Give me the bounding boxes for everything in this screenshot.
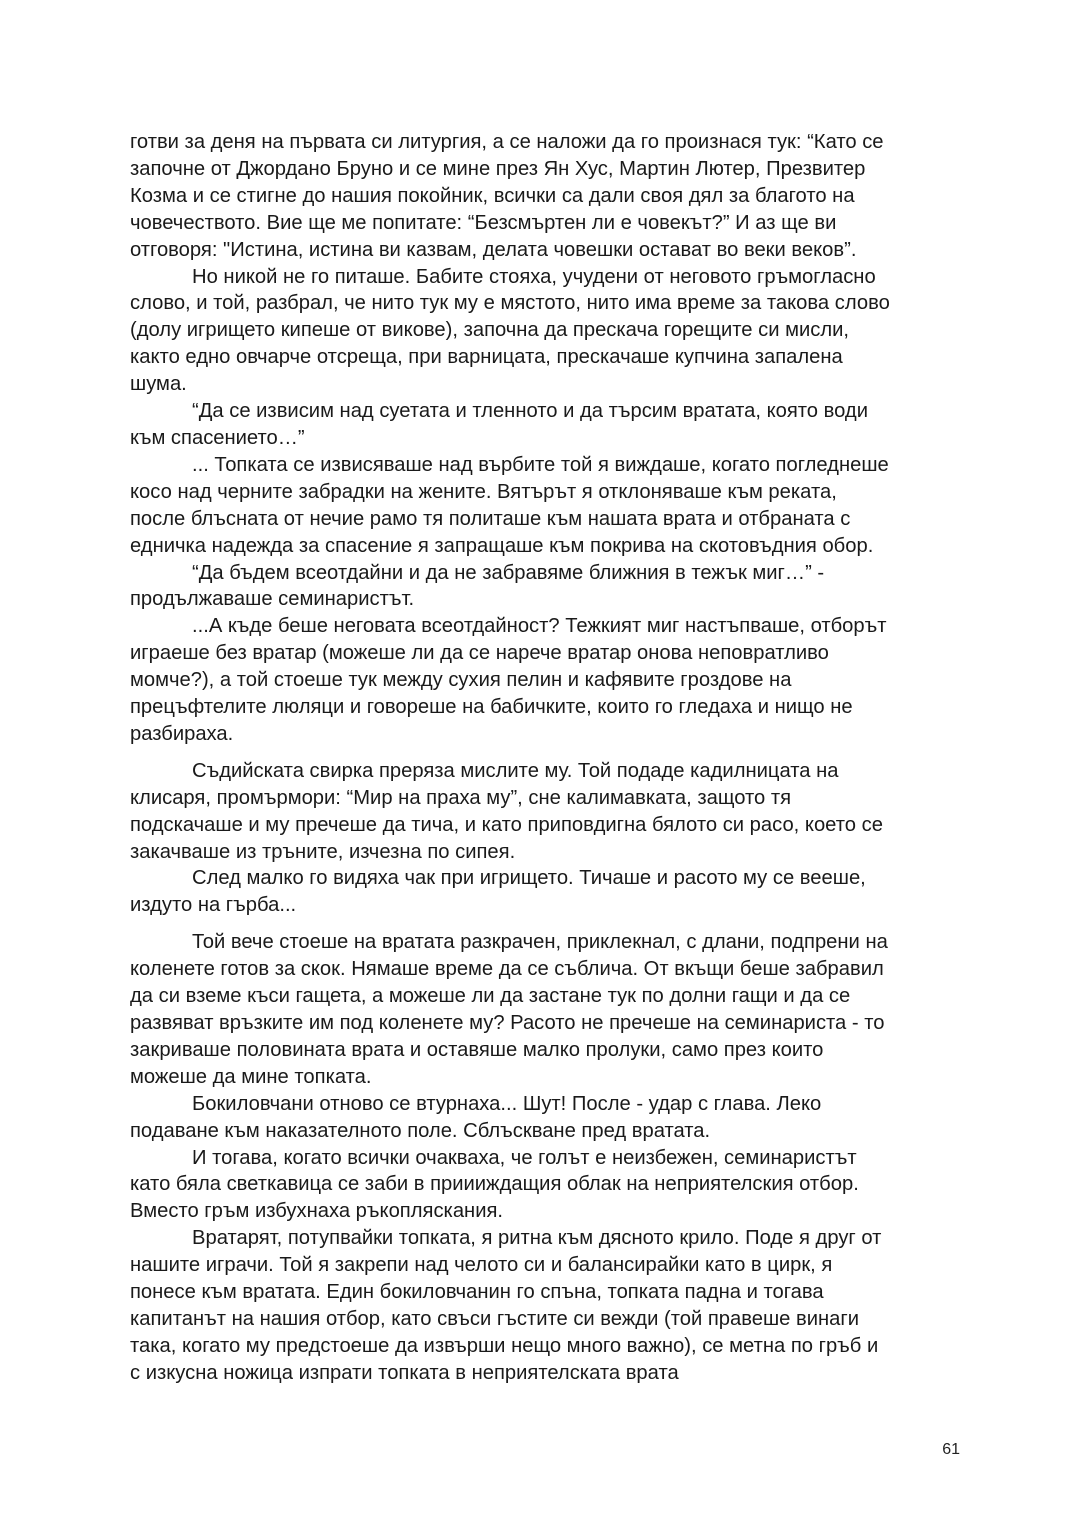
- text-line: закачваше из тръните, изчезна по сипея.: [130, 840, 516, 863]
- text-line: продължаваше семинаристът.: [130, 588, 415, 611]
- text-line: можеше да мине топката.: [130, 1065, 372, 1088]
- text-line: започне от Джордано Бруно и се мине през Ян Хус, Мартин Лютер, Презвитер: [130, 157, 866, 180]
- text-line: “Да се извисим над суетата и тленното и да търсим вратата, която води: [192, 400, 868, 423]
- text-line: шума.: [130, 373, 187, 396]
- text-line: да си вземе къси гащета, а можеше ли да застане тук по долни гащи и да се: [130, 985, 851, 1008]
- text-line: нашите играчи. Той я закрепи над челото си и балансирайки като в цирк, я: [130, 1254, 833, 1277]
- text-line: прецъфтелите люляци и говореше на бабичките, които го гледаха и нищо не: [130, 696, 853, 719]
- text-line: с изкусна ножица изпрати топката в неприятелската врата: [130, 1361, 679, 1384]
- text-line: Съдийската свирка преряза мислите му. Той подаде кадилницата на: [192, 759, 839, 782]
- text-line: така, когато му предстоеше да извърши нещо много важно), се метна по гръб и: [130, 1334, 879, 1357]
- text-line: слово, и той, разбрал, че нито тук му е мястото, нито има време за такова слово: [130, 292, 890, 315]
- text-line: играеше без вратар (можеше ли да се нарече вратар онова неповратливо: [130, 642, 829, 665]
- text-line: момче?), а той стоеше тук между сухия пелин и кафявите гроздове на: [130, 669, 792, 692]
- text-line: човечеството. Вие ще ме попитате: “Безсмъртен ли е човекът?” И аз ще ви: [130, 211, 837, 234]
- text-line: подаване към наказателното поле. Сблъскване пред вратата.: [130, 1119, 711, 1142]
- text-line: отговоря: "Истина, истина ви казвам, делата човешки остават во веки веков”.: [130, 238, 857, 261]
- text-line: едничка надежда за спасение я запращаше към покрива на скотовъдния обор.: [130, 534, 874, 557]
- text-line: Козма и се стигне до нашия покойник, всички са дали своя дял за благото на: [130, 184, 855, 207]
- text-line: Вратарят, потупвайки топката, я ритна към дясното крило. Поде я друг от: [192, 1227, 882, 1250]
- text-line: Вместо гръм избухнаха ръкопляскания.: [130, 1200, 504, 1223]
- text-line: Той вече стоеше на вратата разкрачен, приклекнал, с длани, подпрени на: [192, 931, 888, 954]
- text-line: капитанът на нашия отбор, като свъси гъстите си вежди (той правеше винаги: [130, 1307, 859, 1330]
- text-line: Бокиловчани отново се втурнаха... Шут! После - удар с глава. Леко: [192, 1092, 822, 1115]
- text-line: коленете готов за скок. Нямаше време да се съблича. От вкъщи беше забравил: [130, 958, 884, 981]
- text-line: ...А къде беше неговата всеотдайност? Тежкият миг настъпваше, отборът: [192, 615, 887, 638]
- body-text: [130, 129, 960, 1387]
- text-line: като бяла светкавица се заби в приииждащия облак на неприятелския отбор.: [130, 1173, 859, 1196]
- text-line: (долу игрището кипеше от викове), започна да прескача горещите си мисли,: [130, 319, 850, 342]
- text-line: Но никой не го питаше. Бабите стояха, учудени от неговото гръмогласно: [192, 265, 876, 288]
- text-line: готви за деня на първата си литургия, а се наложи да го произнася тук: “Като се: [130, 131, 884, 153]
- text-line: След малко го видяха чак при игрището. Тичаше и расото му се вееше,: [192, 867, 866, 890]
- text-line: косо над черните забрадки на жените. Вятърът я отклоняваше към реката,: [130, 480, 837, 503]
- text-line: закриваше половината врата и оставяше малко пролуки, само през които: [130, 1038, 824, 1061]
- page-number: 61: [942, 1441, 960, 1458]
- text-line: ... Топката се извисяваше над върбите той я виждаше, когато погледнеше: [192, 453, 889, 476]
- text-line: “Да бъдем всеотдайни и да не забравяме ближния в тежък миг…” -: [192, 561, 825, 584]
- text-line: както едно овчарче отсреща, при варницата, прескачаше купчина запалена: [130, 346, 843, 369]
- text-line: клисаря, промърмори: “Мир на праха му”, сне калимавката, защото тя: [130, 786, 792, 809]
- text-line: развяват връзките им под коленете му? Расото не пречеше на семинариста - то: [130, 1012, 885, 1034]
- text-line: после блъсната от нечие рамо тя политаше към нашата врата и отбраната с: [130, 507, 851, 530]
- text-line: издуто на гърба...: [130, 894, 297, 917]
- text-line: подскачаше и му пречеше да тича, и като приповдигна бялото си расо, което се: [130, 813, 883, 836]
- text-line: И тогава, когато всички очакваха, че голът е неизбежен, семинаристът: [192, 1146, 857, 1169]
- text-line: към спасението…”: [130, 426, 305, 449]
- text-line: разбираха.: [130, 722, 234, 745]
- text-line: понесе към вратата. Един бокиловчанин го спъна, топката падна и тогава: [130, 1281, 824, 1304]
